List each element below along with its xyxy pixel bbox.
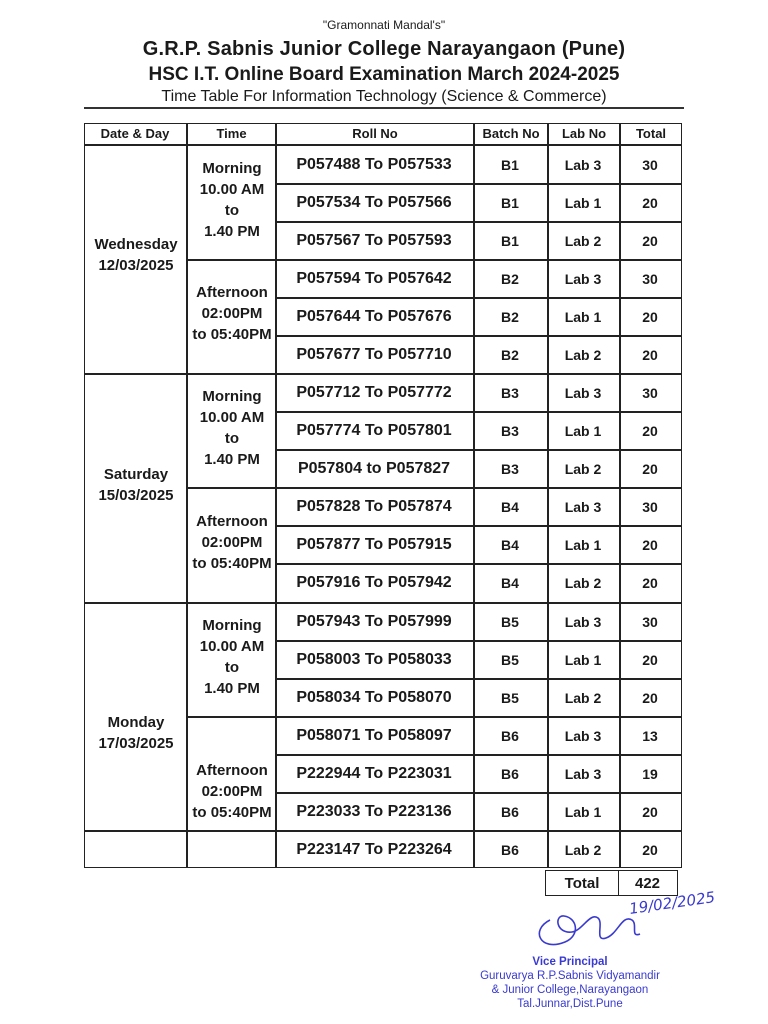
morning-slot — [188, 386, 276, 470]
roll-range: P057644 To P057676 — [296, 308, 452, 325]
slot-start: 10.00 AM — [199, 638, 265, 655]
lab-no: Lab 1 — [564, 423, 602, 439]
lab-no: Lab 2 — [564, 461, 602, 477]
lab-no: Lab 3 — [564, 271, 602, 287]
lab-no: Lab 3 — [564, 766, 602, 782]
slot-label: Afternoon — [196, 284, 268, 301]
roll-range: P057534 To P057566 — [296, 194, 452, 211]
row-total: 20 — [642, 652, 658, 668]
lab-no: Lab 2 — [564, 575, 602, 591]
roll-range: P057567 To P057593 — [296, 232, 452, 249]
signature-image — [520, 888, 717, 960]
slot-start: 02:00PM — [201, 783, 263, 800]
batch-no: B5 — [501, 652, 519, 668]
roll-range: P057774 To P057801 — [296, 422, 452, 439]
batch-no: B6 — [501, 842, 519, 858]
slot-to: to — [224, 659, 240, 676]
row-total: 20 — [642, 347, 658, 363]
batch-no: B6 — [501, 804, 519, 820]
batch-no: B2 — [501, 309, 519, 325]
row-total: 30 — [642, 385, 658, 401]
row-total: 30 — [642, 614, 658, 630]
lab-no: Lab 2 — [564, 690, 602, 706]
slot-label: Morning — [202, 617, 262, 634]
slot-start: 02:00PM — [201, 305, 263, 322]
roll-range: P223033 To P223136 — [296, 803, 452, 820]
row-total: 20 — [642, 233, 658, 249]
header-rule — [84, 107, 684, 109]
roll-range: P057488 To P057533 — [296, 156, 452, 173]
row-total: 30 — [642, 157, 658, 173]
batch-no: B1 — [501, 157, 519, 173]
roll-range: P057877 To P057915 — [296, 536, 452, 553]
lab-no: Lab 3 — [564, 614, 602, 630]
afternoon-slot — [188, 282, 276, 345]
lab-no: Lab 2 — [564, 347, 602, 363]
column-roll-no: Roll No — [352, 125, 398, 141]
batch-no: B2 — [501, 271, 519, 287]
stamp-line-3: Tal.Junnar,Dist.Pune — [517, 998, 623, 1010]
roll-range: P057594 To P057642 — [296, 270, 452, 287]
lab-no: Lab 3 — [564, 385, 602, 401]
batch-no: B5 — [501, 690, 519, 706]
batch-no: B1 — [501, 233, 519, 249]
lab-no: Lab 1 — [564, 309, 602, 325]
batch-no: B4 — [501, 499, 519, 515]
exam-title: HSC I.T. Online Board Examination March 2024-2025 — [148, 64, 620, 85]
roll-range: P223147 To P223264 — [296, 841, 452, 858]
roll-range: P057943 To P057999 — [296, 613, 452, 630]
batch-no: B3 — [501, 461, 519, 477]
day-name: Monday — [107, 714, 165, 731]
afternoon-slot — [188, 511, 276, 574]
row-total: 20 — [642, 575, 658, 591]
row-total: 20 — [642, 690, 658, 706]
timetable-subtitle: Time Table For Information Technology (Science & Commerce) — [161, 88, 607, 105]
batch-no: B2 — [501, 347, 519, 363]
day-date: 17/03/2025 — [98, 735, 174, 752]
slot-label: Morning — [202, 160, 262, 177]
day-date: 12/03/2025 — [98, 257, 174, 274]
slot-start: 10.00 AM — [199, 409, 265, 426]
slot-end: 1.40 PM — [204, 223, 260, 240]
lab-no: Lab 3 — [564, 157, 602, 173]
row-total: 20 — [642, 842, 658, 858]
stamp-line-2: & Junior College,Narayangaon — [491, 984, 649, 996]
slot-label: Afternoon — [196, 513, 268, 530]
column-lab-no: Lab No — [561, 125, 607, 141]
row-total: 13 — [642, 728, 658, 744]
row-total: 20 — [642, 804, 658, 820]
row-total: 20 — [642, 537, 658, 553]
roll-range: P222944 To P223031 — [296, 765, 452, 782]
batch-no: B3 — [501, 385, 519, 401]
slot-start: 02:00PM — [201, 534, 263, 551]
row-total: 20 — [642, 195, 658, 211]
morning-slot — [188, 158, 276, 242]
roll-range: P058034 To P058070 — [296, 689, 452, 706]
slot-end: 1.40 PM — [204, 451, 260, 468]
row-total: 20 — [642, 461, 658, 477]
row-total: 30 — [642, 271, 658, 287]
column-time: Time — [216, 125, 247, 141]
column-total: Total — [635, 125, 667, 141]
trust-name: "Gramonnati Mandal's" — [322, 18, 446, 32]
college-name: G.R.P. Sabnis Junior College Narayangaon (Pune) — [142, 38, 626, 60]
slot-end: to 05:40PM — [192, 326, 272, 343]
row-total: 20 — [642, 423, 658, 439]
afternoon-slot — [188, 760, 276, 823]
day-date: 15/03/2025 — [98, 487, 174, 504]
batch-no: B3 — [501, 423, 519, 439]
column-batch-no: Batch No — [482, 125, 540, 141]
row-total: 30 — [642, 499, 658, 515]
column-date-day: Date & Day — [100, 125, 170, 141]
morning-slot — [188, 615, 276, 699]
lab-no: Lab 1 — [564, 195, 602, 211]
batch-no: B6 — [501, 766, 519, 782]
day-cell — [86, 234, 186, 276]
lab-no: Lab 3 — [564, 728, 602, 744]
signature-date: 19/02/2025 — [628, 888, 717, 918]
lab-no: Lab 1 — [564, 652, 602, 668]
slot-to: to — [224, 202, 240, 219]
row-total: 20 — [642, 309, 658, 325]
day-name: Wednesday — [94, 236, 178, 253]
slot-label: Morning — [202, 388, 262, 405]
day-name: Saturday — [103, 466, 169, 483]
batch-no: B4 — [501, 575, 519, 591]
day-cell — [86, 712, 186, 754]
stamp-line-1: Guruvarya R.P.Sabnis Vidyamandir — [480, 970, 660, 982]
lab-no: Lab 2 — [564, 233, 602, 249]
roll-range: P057712 To P057772 — [296, 384, 452, 401]
grand-total-value: 422 — [618, 870, 678, 896]
roll-range: P058003 To P058033 — [296, 651, 452, 668]
day-cell — [86, 464, 186, 506]
lab-no: Lab 1 — [564, 804, 602, 820]
roll-range: P057828 To P057874 — [296, 498, 452, 515]
lab-no: Lab 1 — [564, 537, 602, 553]
batch-no: B6 — [501, 728, 519, 744]
slot-label: Afternoon — [196, 762, 268, 779]
roll-range: P057916 To P057942 — [296, 574, 452, 591]
batch-no: B5 — [501, 614, 519, 630]
slot-end: to 05:40PM — [192, 555, 272, 572]
roll-range: P057804 to P057827 — [297, 460, 451, 477]
slot-to: to — [224, 430, 240, 447]
slot-end: 1.40 PM — [204, 680, 260, 697]
row-total: 19 — [642, 766, 658, 782]
roll-range: P058071 To P058097 — [296, 727, 452, 744]
slot-start: 10.00 AM — [199, 181, 265, 198]
stamp-title: Vice Principal — [532, 956, 608, 968]
grand-total-label: Total — [545, 870, 619, 896]
batch-no: B1 — [501, 195, 519, 211]
slot-end: to 05:40PM — [192, 804, 272, 821]
batch-no: B4 — [501, 537, 519, 553]
roll-range: P057677 To P057710 — [296, 346, 452, 363]
lab-no: Lab 2 — [564, 842, 602, 858]
lab-no: Lab 3 — [564, 499, 602, 515]
